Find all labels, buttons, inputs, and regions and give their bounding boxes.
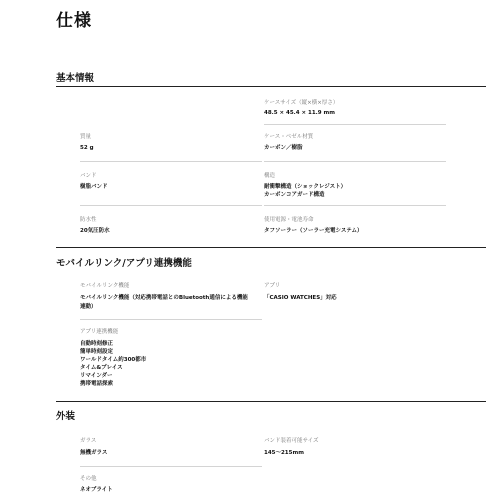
spec-value-weight: 52 g: [80, 145, 94, 151]
spec-value-other: ネオブライト: [80, 487, 113, 493]
section-divider-basic: [56, 86, 486, 87]
row-rule: [80, 466, 262, 467]
spec-value-water: 20気圧防水: [80, 228, 110, 234]
page-title: 仕様: [56, 11, 92, 31]
list-item: 携帯電話探索: [80, 381, 114, 387]
list-item: 自動時刻修正: [80, 341, 114, 347]
row-rule: [80, 319, 262, 320]
spec-label-app-features: アプリ連携機能: [80, 329, 119, 335]
spec-label-band: バンド: [80, 173, 97, 179]
spec-value-structure-1: 耐衝撃構造（ショックレジスト）: [264, 184, 347, 190]
spec-value-mobile-link-1: モバイルリンク機能（対応携帯電話とのBluetooth通信による機能: [80, 295, 248, 301]
spec-label-app: アプリ: [264, 283, 281, 289]
row-rule: [264, 124, 446, 125]
list-item: 簡単時刻設定: [80, 349, 114, 355]
spec-label-band-size: バンド装着可能サイズ: [264, 438, 319, 444]
section-heading-exterior: 外装: [56, 411, 76, 422]
section-heading-mobile: モバイルリンク/アプリ連携機能: [56, 258, 192, 269]
row-rule: [80, 205, 262, 206]
spec-label-power: 使用電源・電池寿命: [264, 217, 314, 223]
spec-label-structure: 構造: [264, 173, 276, 179]
section-divider-exterior-top: [56, 401, 486, 402]
spec-value-case-size: 48.5 × 45.4 × 11.9 mm: [264, 110, 335, 116]
spec-value-mobile-link-2: 連動）: [80, 304, 97, 310]
spec-value-band-size: 145〜215mm: [264, 450, 304, 456]
spec-value-structure-2: カーボンコアガード構造: [264, 192, 325, 198]
section-heading-basic: 基本情報: [56, 73, 95, 84]
spec-label-other: その他: [80, 476, 97, 482]
spec-value-glass: 無機ガラス: [80, 450, 108, 456]
section-divider-mobile-top: [56, 247, 486, 248]
spec-label-case-material: ケース・ベゼル材質: [264, 134, 314, 140]
row-rule: [264, 161, 446, 162]
spec-value-power: タフソーラー（ソーラー充電システム）: [264, 228, 363, 234]
row-rule: [80, 161, 262, 162]
spec-label-case-size: ケースサイズ（縦×横×厚さ）: [264, 100, 339, 106]
list-item: タイム&プレイス: [80, 365, 123, 371]
list-item: リマインダー: [80, 373, 113, 379]
spec-value-app: 「CASIO WATCHES」対応: [264, 295, 337, 301]
spec-label-glass: ガラス: [80, 438, 97, 444]
spec-label-weight: 質量: [80, 134, 92, 140]
list-item: ワールドタイム約300都市: [80, 357, 147, 363]
spec-label-mobile-link: モバイルリンク機能: [80, 283, 130, 289]
row-rule: [264, 205, 446, 206]
spec-label-water: 防水性: [80, 217, 97, 223]
spec-value-case-material: カーボン／樹脂: [264, 145, 303, 151]
spec-value-band: 樹脂バンド: [80, 184, 108, 190]
